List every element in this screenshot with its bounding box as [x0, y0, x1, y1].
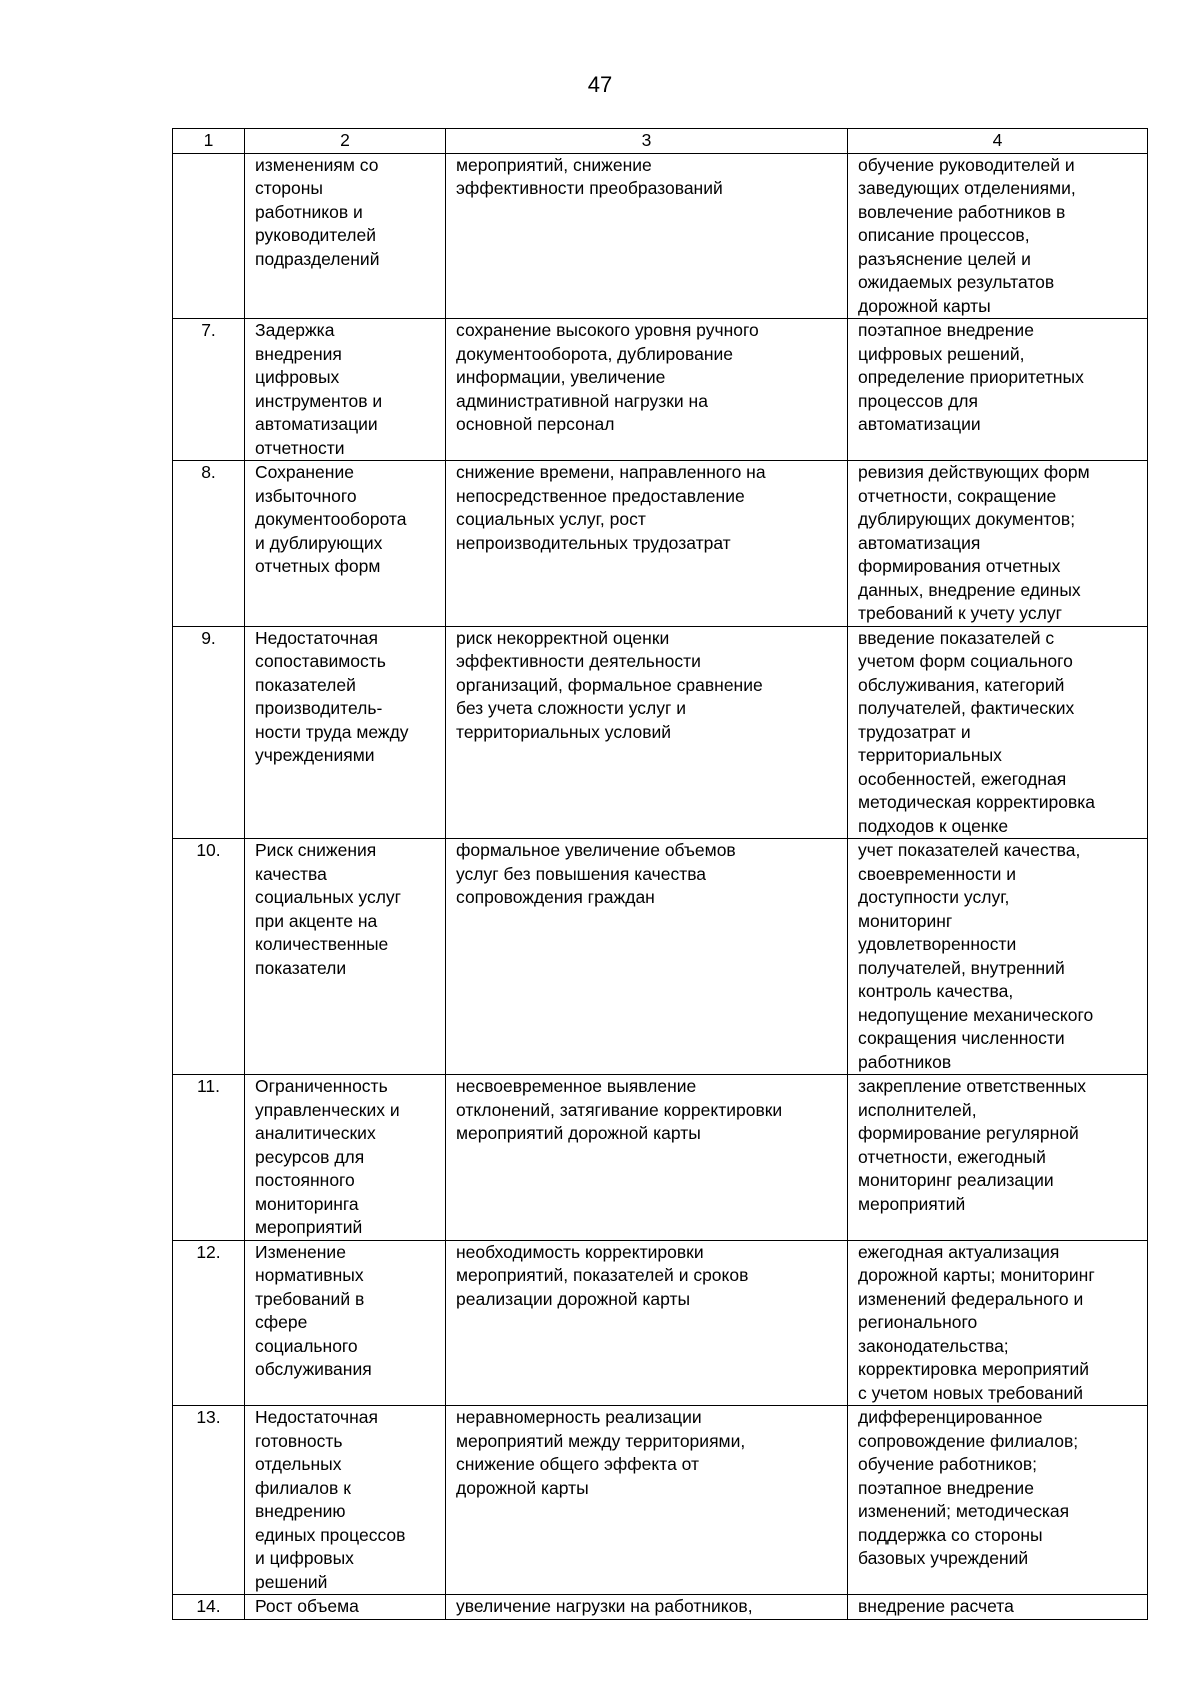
- row-number: 10.: [173, 839, 245, 1075]
- consequences-cell: несвоевременное выявление отклонений, затягивание корректировки мероприятий дорожной карты: [446, 1075, 848, 1241]
- column-header-2: 2: [245, 129, 446, 154]
- table-row: [173, 626, 1148, 839]
- row-number: 13.: [173, 1406, 245, 1595]
- risk-cell: Изменение нормативных требований в сфере социального обслуживания: [245, 1240, 446, 1406]
- row-number: 11.: [173, 1075, 245, 1241]
- consequences-cell: неравномерность реализации мероприятий между территориями, снижение общего эффекта от дорожной карты: [446, 1406, 848, 1595]
- consequences-cell: риск некорректной оценки эффективности деятельности организаций, формальное сравнение без учета сложности услуг и территориальных условий: [446, 626, 848, 839]
- column-header-1: 1: [173, 129, 245, 154]
- consequences-cell: формальное увеличение объемов услуг без повышения качества сопровождения граждан: [446, 839, 848, 1075]
- mitigation-cell: закрепление ответственных исполнителей, формирование регулярной отчетности, ежегодный мониторинг реализации мероприятий: [848, 1075, 1148, 1241]
- table-row: [173, 839, 1148, 1075]
- risk-cell: Риск снижения качества социальных услуг при акценте на количественные показатели: [245, 839, 446, 1075]
- mitigation-cell: введение показателей с учетом форм социального обслуживания, категорий получателей, фактических трудозатрат и территориальных особенностей, ежегодная методическая корректировка подходов к оценке: [848, 626, 1148, 839]
- risk-table: [172, 128, 1148, 1620]
- mitigation-cell: поэтапное внедрение цифровых решений, определение приоритетных процессов для автоматизации: [848, 319, 1148, 461]
- mitigation-cell: внедрение расчета: [848, 1595, 1148, 1620]
- risk-cell: Задержка внедрения цифровых инструментов и автоматизации отчетности: [245, 319, 446, 461]
- row-number: 8.: [173, 461, 245, 627]
- column-header-4: 4: [848, 129, 1148, 154]
- consequences-cell: сохранение высокого уровня ручного документооборота, дублирование информации, увеличение административной нагрузки на основной персонал: [446, 319, 848, 461]
- table-row: [173, 461, 1148, 627]
- mitigation-cell: ревизия действующих форм отчетности, сокращение дублирующих документов; автоматизация формирования отчетных данных, внедрение единых требований к учету услуг: [848, 461, 1148, 627]
- row-number: 7.: [173, 319, 245, 461]
- risk-cell: изменениям со стороны работников и руководителей подразделений: [245, 153, 446, 319]
- row-number: 9.: [173, 626, 245, 839]
- mitigation-cell: учет показателей качества, своевременности и доступности услуг, мониторинг удовлетворенности получателей, внутренний контроль качества, недопущение механического сокращения численности работников: [848, 839, 1148, 1075]
- row-number: 12.: [173, 1240, 245, 1406]
- table-row: [173, 1595, 1148, 1620]
- table-row: [173, 153, 1148, 319]
- risk-cell: Недостаточная готовность отдельных филиалов к внедрению единых процессов и цифровых решений: [245, 1406, 446, 1595]
- mitigation-cell: ежегодная актуализация дорожной карты; мониторинг изменений федерального и регионального законодательства; корректировка мероприятий с учетом новых требований: [848, 1240, 1148, 1406]
- consequences-cell: необходимость корректировки мероприятий, показателей и сроков реализации дорожной карты: [446, 1240, 848, 1406]
- risk-cell: Ограниченность управленческих и аналитических ресурсов для постоянного мониторинга мероприятий: [245, 1075, 446, 1241]
- table-row: [173, 1240, 1148, 1406]
- table-row: [173, 1406, 1148, 1595]
- table-header-row: [173, 129, 1148, 154]
- row-number: 14.: [173, 1595, 245, 1620]
- consequences-cell: мероприятий, снижение эффективности преобразований: [446, 153, 848, 319]
- risk-cell: Сохранение избыточного документооборота и дублирующих отчетных форм: [245, 461, 446, 627]
- consequences-cell: снижение времени, направленного на непосредственное предоставление социальных услуг, рост непроизводительных трудозатрат: [446, 461, 848, 627]
- table-row: [173, 1075, 1148, 1241]
- consequences-cell: увеличение нагрузки на работников,: [446, 1595, 848, 1620]
- mitigation-cell: дифференцированное сопровождение филиалов; обучение работников; поэтапное внедрение изменений; методическая поддержка со стороны базовых учреждений: [848, 1406, 1148, 1595]
- mitigation-cell: обучение руководителей и заведующих отделениями, вовлечение работников в описание процессов, разъяснение целей и ожидаемых результатов дорожной карты: [848, 153, 1148, 319]
- column-header-3: 3: [446, 129, 848, 154]
- risk-cell: Рост объема: [245, 1595, 446, 1620]
- page-number: 47: [587, 72, 613, 97]
- table-row: [173, 319, 1148, 461]
- risk-cell: Недостаточная сопоставимость показателей производитель- ности труда между учреждениями: [245, 626, 446, 839]
- row-number: [173, 153, 245, 319]
